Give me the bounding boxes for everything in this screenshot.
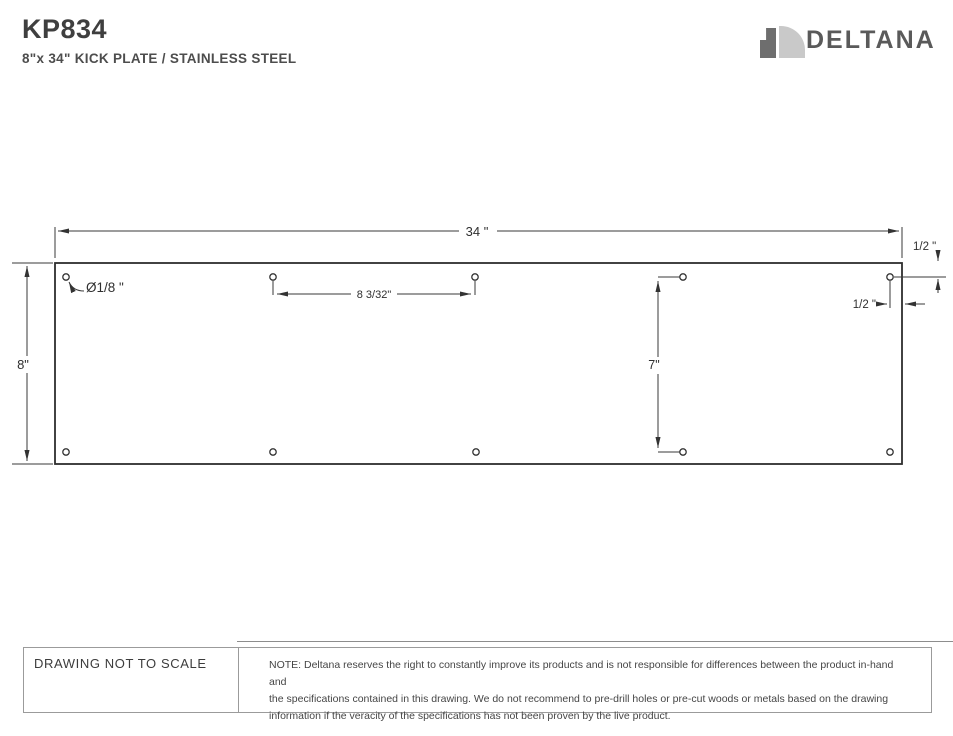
- product-code: KP834: [22, 14, 108, 44]
- dim-overall-height-label: 8": [17, 357, 29, 372]
- hole-top-4: [680, 274, 686, 280]
- brand-name: DELTANA: [806, 26, 936, 54]
- screw-holes: [63, 274, 893, 455]
- hole-bottom-2: [270, 449, 276, 455]
- hole-top-5: [887, 274, 893, 280]
- hole-bottom-5: [887, 449, 893, 455]
- dim-hole-diameter-label: Ø1/8 ": [86, 280, 124, 295]
- dim-overall-width-label: 34 ": [465, 224, 489, 239]
- disclaimer-note: [239, 648, 931, 722]
- disclaimer-line-1: NOTE: Deltana reserves the right to constantly improve its products and is not responsible for differences between the product in-hand and: [269, 659, 894, 688]
- dim-edge-offset-top-label: 1/2 ": [913, 241, 937, 253]
- dim-hole-spacing-vertical-label: 7": [648, 358, 660, 372]
- footer-box: [23, 647, 932, 722]
- hole-top-1: [63, 274, 69, 280]
- dim-hole-spacing-horizontal-label: 8 3/32": [356, 289, 392, 301]
- product-description: 8"x 34" KICK PLATE / STAINLESS STEEL: [22, 51, 297, 66]
- disclaimer-line-3: information if the veracity of the specifications has not been proven by the live product.: [269, 710, 671, 722]
- scale-cell: [24, 648, 239, 712]
- hole-bottom-4: [680, 449, 686, 455]
- scale-note: DRAWING NOT TO SCALE: [34, 656, 207, 671]
- kick-plate-outline: [55, 263, 902, 464]
- hole-bottom-1: [63, 449, 69, 455]
- footer-divider-line: [237, 641, 953, 642]
- dim-edge-offset-side-label: 1/2 ": [852, 299, 876, 311]
- hole-bottom-3: [473, 449, 479, 455]
- hole-top-3: [472, 274, 478, 280]
- hole-top-2: [270, 274, 276, 280]
- disclaimer-line-2: the specifications contained in this drawing. We do not recommend to pre-drill holes or pre-cut woods or metals based on the drawing: [269, 693, 889, 705]
